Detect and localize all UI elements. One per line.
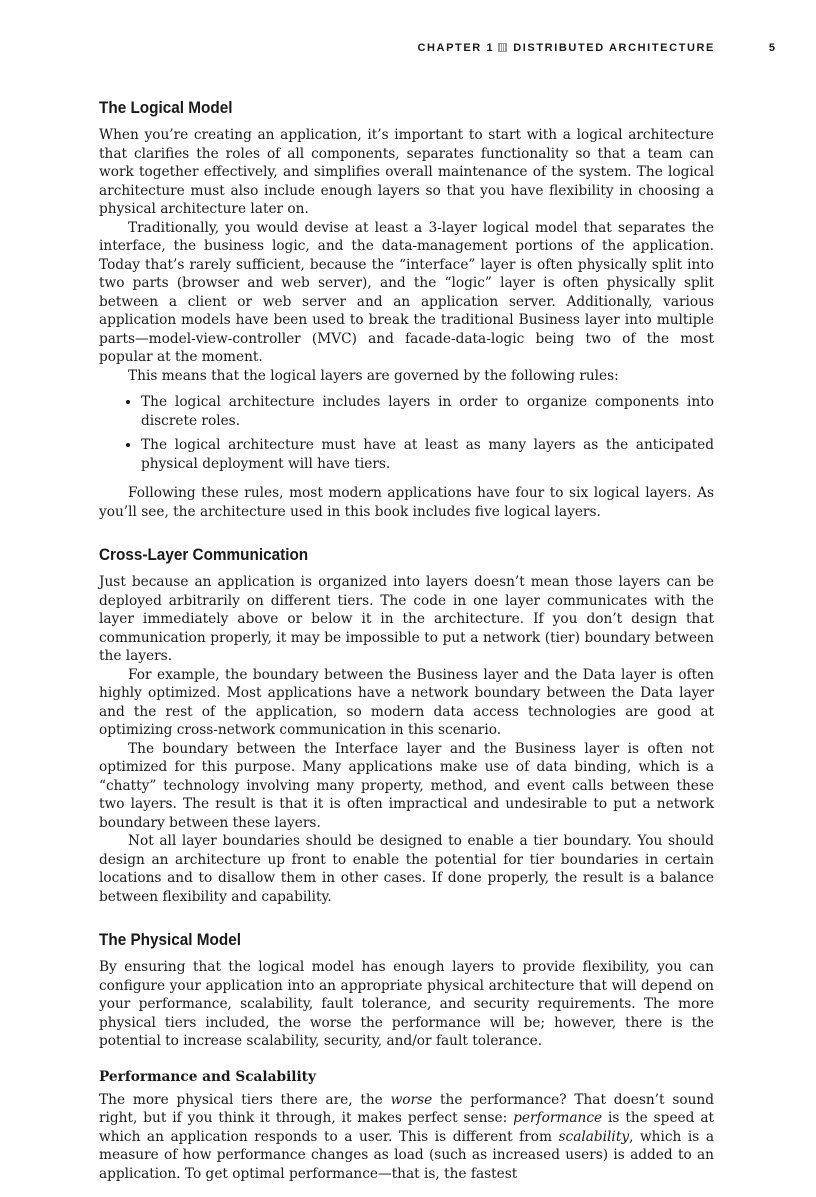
paragraph: Following these rules, most modern applications have four to six logical layers. As you’ll see, the architecture used in this book includes five logical layers.: [99, 485, 714, 520]
paragraph: Just because an application is organized into layers doesn’t mean those layers can be deployed arbitrarily on different tiers. The code in one layer communicates with the layer immediately above or below it in the architecture. If you don’t design that communication properly, it may be impossible to put a network (tier) boundary between the layers.: [99, 574, 714, 664]
page-body: [99, 96, 714, 1197]
paragraph: By ensuring that the logical model has enough layers to provide flexibility, you can configure your application into an appropriate physical architecture that will depend on your performance, scalability, fault tolerance, and security requirements. The more physical tiers included, the worse the performance will be; however, there is the potential to increase scalability, security, and/or fault tolerance.: [99, 959, 714, 1049]
text-run: The more physical tiers there are, the: [99, 1091, 391, 1108]
heading-physical-model: The Physical Model: [99, 930, 241, 949]
paragraph: For example, the boundary between the Business layer and the Data layer is often highly optimized. Most applications have a network boundary between the Data layer and the rest of the application, so modern data access technologies are good at optimizing cross-network communication in this scenario.: [99, 666, 714, 738]
paragraph: When you’re creating an application, it’s important to start with a logical architecture that clarifies the roles of all components, separates functionality so that a team can work together effectively, and simplifies overall maintenance of the system. The logical architecture must also include enough layers so that you have flexibility in choosing a physical architecture later on.: [99, 127, 714, 217]
text-run: the performance? That doesn’t sound right, but if you think it through, it makes perfect sense:: [99, 1091, 714, 1126]
section-cross-layer: [99, 543, 714, 906]
text-run: is the speed at which an application responds to a user. This is different from: [99, 1110, 714, 1145]
page-number: 5: [768, 42, 775, 54]
emphasis: worse: [390, 1091, 433, 1108]
heading-cross-layer: Cross-Layer Communication: [99, 545, 309, 564]
section-physical-model: [99, 928, 714, 1051]
separator-icon: [498, 43, 507, 52]
emphasis: performance: [513, 1110, 603, 1126]
section-logical-model: [99, 96, 714, 521]
heading-performance: Performance and Scalability: [99, 1068, 316, 1085]
paragraph: Not all layer boundaries should be designed to enable a tier boundary. You should design an architecture up front to enable the potential for tier boundaries in certain locations and to disallow them in other cases. If done properly, the result is a balance between flexibility and capability.: [99, 833, 714, 905]
emphasis: scalability: [558, 1128, 630, 1145]
text-run: , which is a measure of how performance changes as load (such as increased users) is added to an application. To get optimal performance—that is, the fastest: [99, 1128, 714, 1182]
paragraph: The boundary between the Interface layer and the Business layer is often not optimized for this purpose. Many applications make use of data binding, which is a “chatty” technology involving many property, method, and event calls between these two layers. The result is that it is often impractical and undesirable to put a network boundary between these layers.: [99, 740, 714, 831]
chapter-title: DISTRIBUTED ARCHITECTURE: [513, 42, 715, 54]
paragraph: [99, 1091, 714, 1184]
chapter-number: CHAPTER 1: [417, 42, 495, 54]
section-performance: [99, 1067, 714, 1184]
chapter-label: [417, 42, 715, 54]
heading-logical-model: The Logical Model: [99, 98, 233, 117]
list-item: • The logical architecture includes layers in order to organize components into discrete roles.: [141, 393, 714, 430]
paragraph: This means that the logical layers are governed by the following rules:: [128, 367, 619, 384]
paragraph: Traditionally, you would devise at least a 3-layer logical model that separates the interface, the business logic, and the data-management portions of the application. Today that’s rarely sufficient, because the “interface” layer is often physically split into two parts (browser and web server), and the “logic” layer is often physically split between a client or web server and an application server. Additionally, various application models have been used to break the traditional Business layer into multiple parts—model-view-controller (MVC) and facade-data-logic being two of the most popular at the moment.: [99, 219, 714, 365]
rules-list: [99, 393, 714, 473]
list-item: • The logical architecture must have at least as many layers as the anticipated physical deployment will have tiers.: [141, 436, 714, 473]
